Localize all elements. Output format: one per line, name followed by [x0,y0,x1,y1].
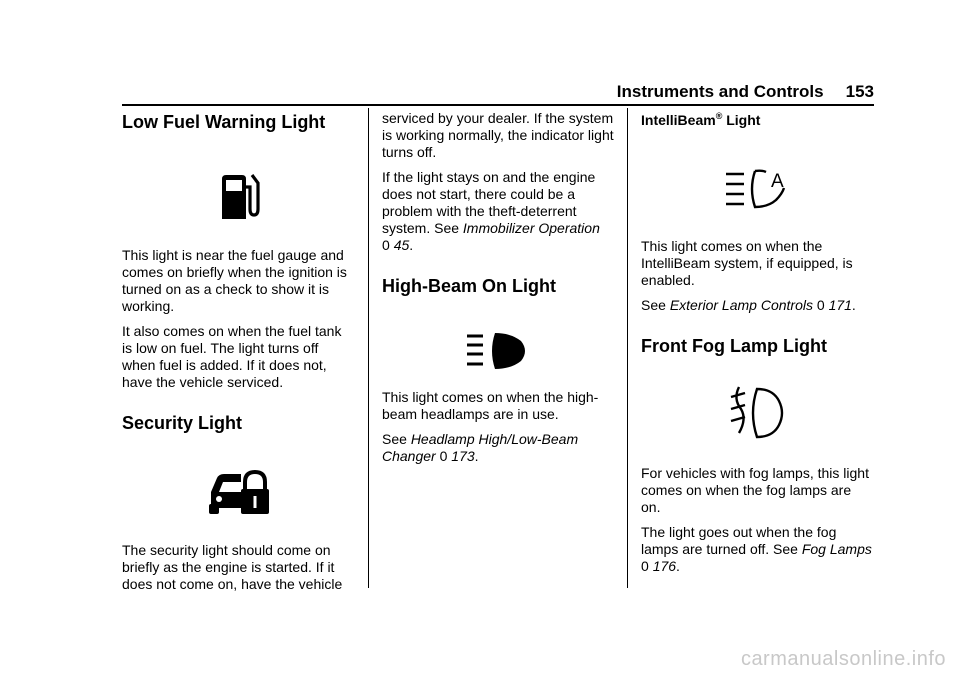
intellibeam-paragraph-2: See Exterior Lamp Controls 0 171. [641,297,856,313]
page-ref-icon: 0 [816,297,825,313]
watermark: carmanualsonline.info [740,648,946,670]
high-beam-icon [465,331,531,371]
page-ref-icon: 0 [382,237,390,253]
column-2 [382,108,614,465]
security-heading: Security Light [122,413,243,433]
intellibeam-icon [724,168,790,212]
column-divider [627,108,628,588]
security-paragraph-2: If the light stays on and the engine does not start, there could be a problem with the theft-deterrent system. See Immobilizer Operation 0 45. [382,169,600,253]
security-continued-paragraph: serviced by your dealer. If the system is working normally, the indicator light turns off. [382,110,614,160]
security-paragraph-1: The security light should come on briefly as the engine is started. If it does not come on, have the vehicle [122,542,343,592]
page-ref[interactable]: 171 [828,297,852,313]
immobilizer-link[interactable]: Immobilizer Operation [462,220,600,236]
column-3 [641,108,873,575]
low-fuel-paragraph-2: It also comes on when the fuel tank is low on fuel. The light turns off when fuel is added. If it does not, have the vehicle serviced. [122,323,342,390]
low-fuel-paragraph-1: This light is near the fuel gauge and comes on briefly when the ignition is turned on as a check to show it is working. [122,247,347,314]
fog-lamp-heading: Front Fog Lamp Light [641,336,827,356]
page-ref[interactable]: 176 [652,558,677,574]
exterior-lamp-link[interactable]: Exterior Lamp Controls [669,297,813,313]
page-ref[interactable]: 45 [393,237,410,253]
column-divider [368,108,369,588]
high-beam-paragraph-1: This light comes on when the high-beam headlamps are in use. [382,389,599,422]
headlamp-changer-link[interactable]: Headlamp High/Low-Beam Changer [382,431,579,464]
high-beam-heading: High-Beam On Light [382,276,556,296]
fog-lamp-paragraph-2: The light goes out when the fog lamps are turned off. See Fog Lamps 0 176. [641,524,872,574]
page-ref-icon: 0 [439,448,448,464]
page-number: 153 [845,82,874,101]
intellibeam-letter: A [771,171,784,192]
page-ref-icon: 0 [641,558,649,574]
fog-lamps-link[interactable]: Fog Lamps [801,541,872,557]
fuel-pump-icon [216,173,260,223]
header-rule [122,104,874,106]
page-ref[interactable]: 173 [451,448,475,464]
high-beam-paragraph-2: See Headlamp High/Low-Beam Changer 0 173. [382,431,579,464]
column-1 [122,108,354,593]
page-header [0,82,874,102]
fog-lamp-icon [729,385,785,441]
section-title: Instruments and Controls [616,82,824,101]
fog-lamp-paragraph-1: For vehicles with fog lamps, this light comes on when the fog lamps are on. [641,465,869,515]
intellibeam-paragraph-1: This light comes on when the IntelliBeam system, if equipped, is enabled. [641,238,853,288]
car-lock-icon [207,468,269,516]
intellibeam-heading: IntelliBeam® Light [641,111,761,128]
low-fuel-heading: Low Fuel Warning Light [122,112,326,132]
